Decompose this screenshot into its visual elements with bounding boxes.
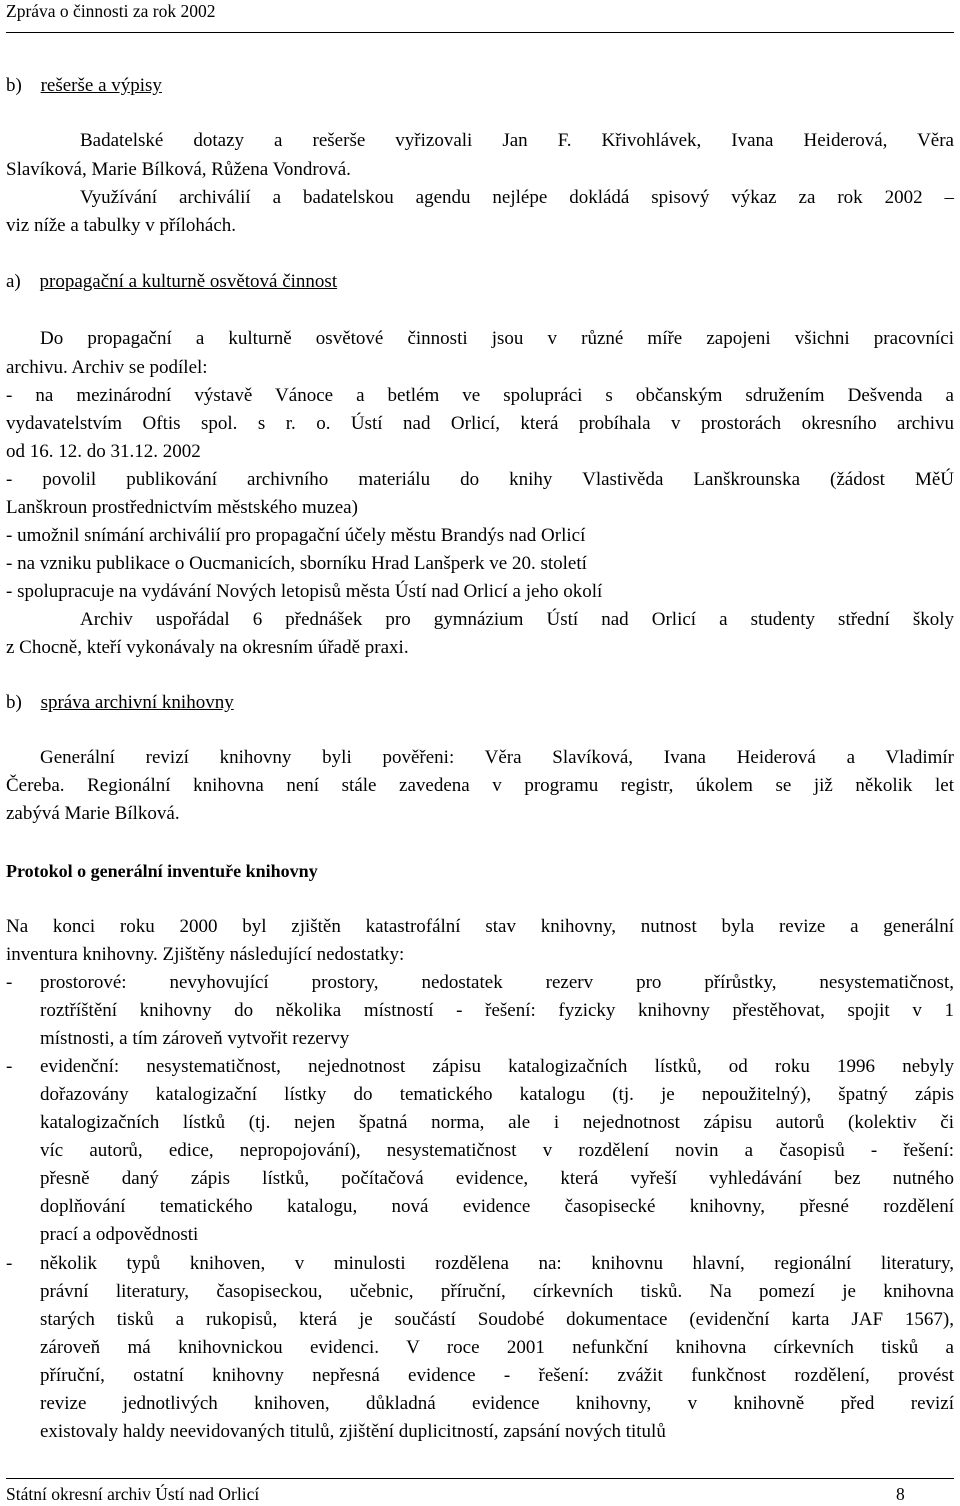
paragraph-line: od 16. 12. do 31.12. 2002 (6, 441, 201, 462)
list-item-line: existovaly haldy neevidovaných titulů, zjištění duplicitností, zapsání nových titulů (40, 1421, 666, 1442)
protocol-heading: Protokol o generální inventuře knihovny (6, 861, 318, 881)
list-item-line: roztříštění knihovny do několika místností - řešení: fyzicky knihovny přestěhovat, spojit v 1 (40, 1000, 954, 1021)
list-dash: - (6, 1253, 13, 1274)
paragraph-line: archivu. Archiv se podílel: (6, 357, 208, 378)
list-item-line: starých tisků a rukopisů, která je součástí Soudobé dokumentace (evidenční karta JAF 1567), (40, 1309, 954, 1330)
paragraph-line: - umožnil snímání archiválií pro propagační účely městu Brandýs nad Orlicí (6, 525, 586, 546)
list-item-line: dořazovány katalogizační lístky do tematického katalogu (tj. je nepoužitelný), špatný zápis (40, 1084, 954, 1105)
paragraph-line: inventura knihovny. Zjištěny následující nedostatky: (6, 944, 405, 965)
paragraph-line: Do propagační a kulturně osvětové činnosti jsou v různé míře zapojeni všichni pracovníci (40, 328, 954, 349)
section-heading-text: správa archivní knihovny (40, 692, 234, 713)
list-item-line: doplňování tematického katalogu, nová evidence časopisecké knihovny, přesné rozdělení (40, 1196, 954, 1217)
list-item-line: evidenční: nesystematičnost, nejednotnost zápisu katalogizačních lístků, od roku 1996 nebyly (40, 1056, 954, 1077)
section-b2-heading (6, 691, 234, 715)
paragraph-line: - povolil publikování archivního materiálu do knihy Vlastivěda Lanškrounska (žádost MěÚ (6, 469, 954, 490)
list-item-line: víc autorů, edice, nepropojování), nesystematičnost v rozdělení novin a časopisů - řešení: (40, 1140, 954, 1161)
section-marker: a) (6, 271, 21, 292)
page-number: 8 (896, 1484, 905, 1504)
list-item-line: prostorové: nevyhovující prostory, nedostatek rezerv pro přírůstky, nesystematičnost, (40, 972, 954, 993)
footer-divider (6, 1478, 954, 1479)
paragraph-line: Generální revizí knihovny byli pověřeni: Věra Slavíková, Ivana Heiderová a Vladimír (40, 747, 954, 768)
list-item-line: příruční, ostatní knihovny nepřesná evidence - řešení: zvážit funkčnost rozdělení, provést (40, 1365, 954, 1386)
paragraph-line: z Chocně, kteří vykonávaly na okresním úřadě praxi. (6, 637, 409, 658)
paragraph-line: - spolupracuje na vydávání Nových letopisů města Ústí nad Orlicí a jeho okolí (6, 581, 603, 602)
paragraph-line: Čereba. Regionální knihovna není stále zavedena v programu registr, úkolem se již několik let (6, 775, 954, 796)
list-dash: - (6, 972, 13, 993)
paragraph-line: Na konci roku 2000 byl zjištěn katastrofální stav knihovny, nutnost byla revize a generální (6, 916, 954, 937)
paragraph-line: Archiv uspořádal 6 přednášek pro gymnázium Ústí nad Orlicí a studenty střední školy (80, 609, 954, 630)
section-a-heading (6, 270, 337, 294)
section-marker: b) (6, 692, 22, 713)
paragraph-line: Slavíková, Marie Bílková, Růžena Vondrová. (6, 159, 351, 180)
list-item-line: několik typů knihoven, v minulosti rozdělena na: knihovnu hlavní, regionální literatury, (40, 1253, 954, 1274)
section-b1-heading (6, 74, 162, 98)
section-heading-text: propagační a kulturně osvětová činnost (39, 271, 338, 292)
paragraph-line: Využívání archiválií a badatelskou agendu nejlépe dokládá spisový výkaz za rok 2002 – (80, 187, 954, 208)
list-item-line: katalogizačních lístků (tj. nejen špatná norma, ale i nejednotnost zápisu autorů (kolektiv či (40, 1112, 954, 1133)
paragraph-line: - na mezinárodní výstavě Vánoce a betlém ve spolupráci s občanským sdružením Dešvenda a (6, 385, 954, 406)
paragraph-line: viz níže a tabulky v přílohách. (6, 215, 237, 236)
paragraph-line: vydavatelstvím Oftis spol. s r. o. Ústí nad Orlicí, která probíhala v prostorách okresního archivu (6, 413, 954, 434)
header-divider (6, 32, 954, 33)
section-heading-text: rešerše a výpisy (40, 75, 162, 96)
list-item-line: prací a odpovědnosti (40, 1224, 199, 1245)
footer-archive-name: Státní okresní archiv Ústí nad Orlicí (6, 1484, 260, 1504)
list-dash: - (6, 1056, 13, 1077)
section-marker: b) (6, 75, 22, 96)
list-item-line: právní literatury, časopiseckou, učebnic, příruční, církevních tisků. Na pomezí je knihovna (40, 1281, 954, 1302)
paragraph-line: - na vzniku publikace o Oucmanicích, sborníku Hrad Lanšperk ve 20. století (6, 553, 587, 574)
list-item-line: přesně daný zápis lístků, počítačová evidence, která vyřeší vyhledávání bez nutného (40, 1168, 954, 1189)
paragraph-line: Badatelské dotazy a rešerše vyřizovali Jan F. Křivohlávek, Ivana Heiderová, Věra (80, 130, 954, 151)
page-header-title: Zpráva o činnosti za rok 2002 (6, 1, 216, 21)
list-item-line: revize jednotlivých knihoven, důkladná evidence knihovny, v knihovně před revizí (40, 1393, 954, 1414)
list-item-line: místnosti, a tím zároveň vytvořit rezervy (40, 1028, 350, 1049)
paragraph-line: zabývá Marie Bílková. (6, 803, 180, 824)
paragraph-line: Lanškroun prostřednictvím městského muzea) (6, 497, 358, 518)
list-item-line: zároveň má knihovnickou evidenci. V roce 2001 nefunkční knihovna církevních tisků a (40, 1337, 954, 1358)
